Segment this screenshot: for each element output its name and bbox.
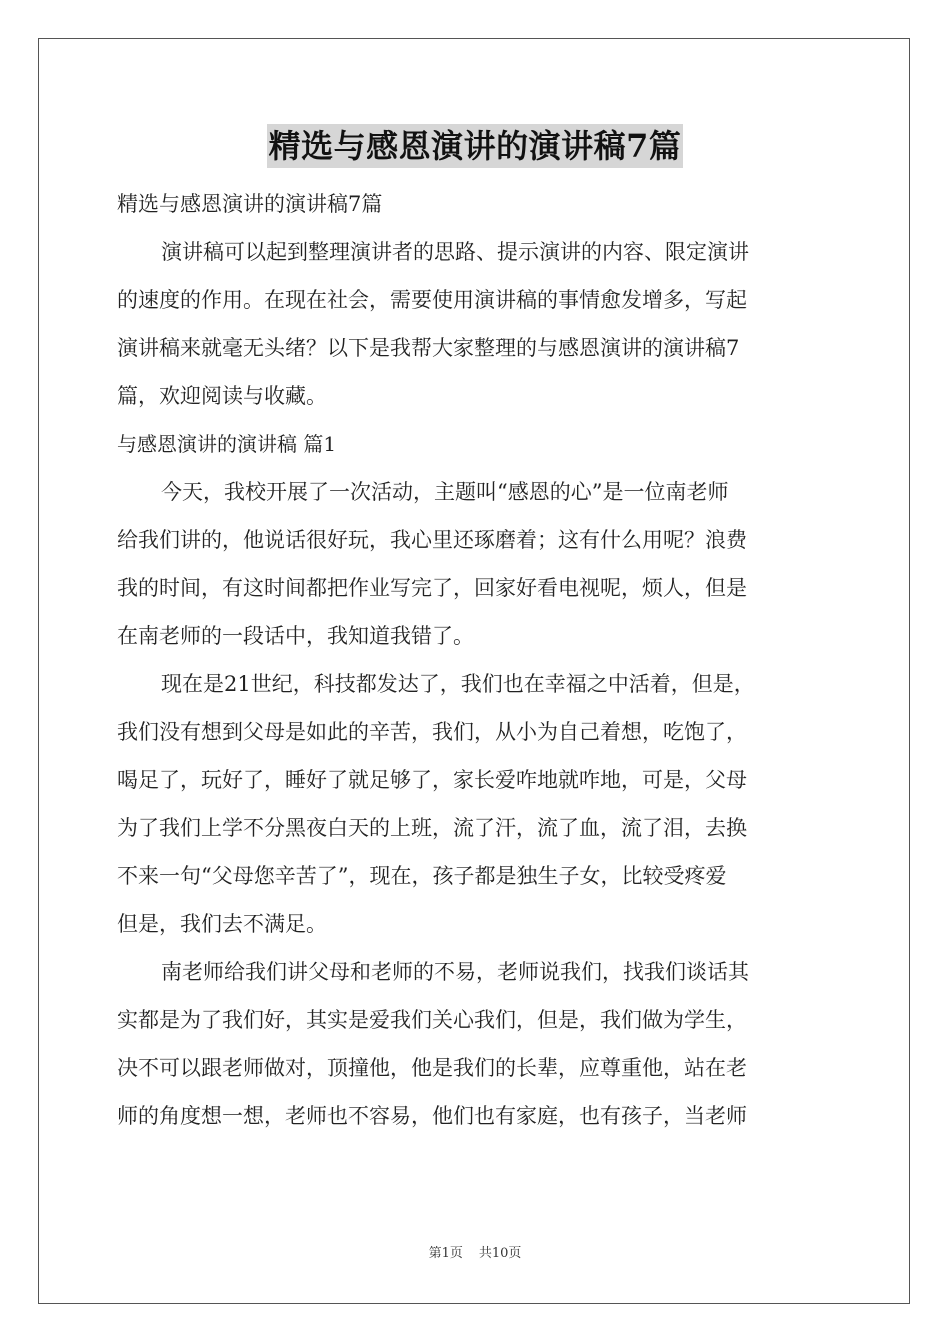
- paragraph1-line: 我的时间，有这时间都把作业写完了，回家好看电视呢，烦人，但是: [117, 576, 747, 600]
- document-body: [117, 180, 837, 1140]
- page-footer: [0, 1244, 950, 1264]
- paragraph3-line: 师的角度想一想，老师也不容易，他们也有家庭，也有孩子，当老师: [117, 1104, 747, 1128]
- page-total: 共10页: [478, 1246, 522, 1261]
- paragraph2-line: 但是，我们去不满足。: [117, 912, 327, 936]
- paragraph1-line: 今天，我校开展了一次活动，主题叫“感恩的心”是一位南老师: [161, 480, 729, 504]
- section-heading: 与感恩演讲的演讲稿 篇1: [117, 432, 337, 456]
- paragraph3-line: 实都是为了我们好，其实是爱我们关心我们，但是，我们做为学生，: [117, 1008, 747, 1032]
- paragraph2-line: 为了我们上学不分黑夜白天的上班，流了汗，流了血，流了泪，去换: [117, 816, 747, 840]
- document-title: 精选与感恩演讲的演讲稿7篇: [267, 124, 684, 168]
- paragraph2-line: 我们没有想到父母是如此的辛苦，我们，从小为自己着想，吃饱了，: [117, 720, 747, 744]
- intro-line: 演讲稿来就毫无头绪？以下是我帮大家整理的与感恩演讲的演讲稿7: [117, 336, 740, 360]
- intro-line: 演讲稿可以起到整理演讲者的思路、提示演讲的内容、限定演讲: [161, 240, 749, 264]
- paragraph2-line: 现在是21世纪，科技都发达了，我们也在幸福之中活着，但是，: [161, 672, 755, 696]
- paragraph1-line: 在南老师的一段话中，我知道我错了。: [117, 624, 474, 648]
- paragraph3-line: 决不可以跟老师做对，顶撞他，他是我们的长辈，应尊重他，站在老: [117, 1056, 747, 1080]
- page-number: 第1页: [428, 1246, 463, 1261]
- document-subtitle: 精选与感恩演讲的演讲稿7篇: [117, 192, 383, 216]
- paragraph3-line: 南老师给我们讲父母和老师的不易，老师说我们，找我们谈话其: [161, 960, 749, 984]
- paragraph2-line: 不来一句“父母您辛苦了”，现在，孩子都是独生子女，比较受疼爱: [117, 864, 727, 888]
- title-container: [0, 124, 950, 168]
- intro-line: 的速度的作用。在现在社会，需要使用演讲稿的事情愈发增多，写起: [117, 288, 747, 312]
- paragraph2-line: 喝足了，玩好了，睡好了就足够了，家长爱咋地就咋地，可是，父母: [117, 768, 747, 792]
- paragraph1-line: 给我们讲的，他说话很好玩，我心里还琢磨着；这有什么用呢？浪费: [117, 528, 747, 552]
- intro-line: 篇，欢迎阅读与收藏。: [117, 384, 327, 408]
